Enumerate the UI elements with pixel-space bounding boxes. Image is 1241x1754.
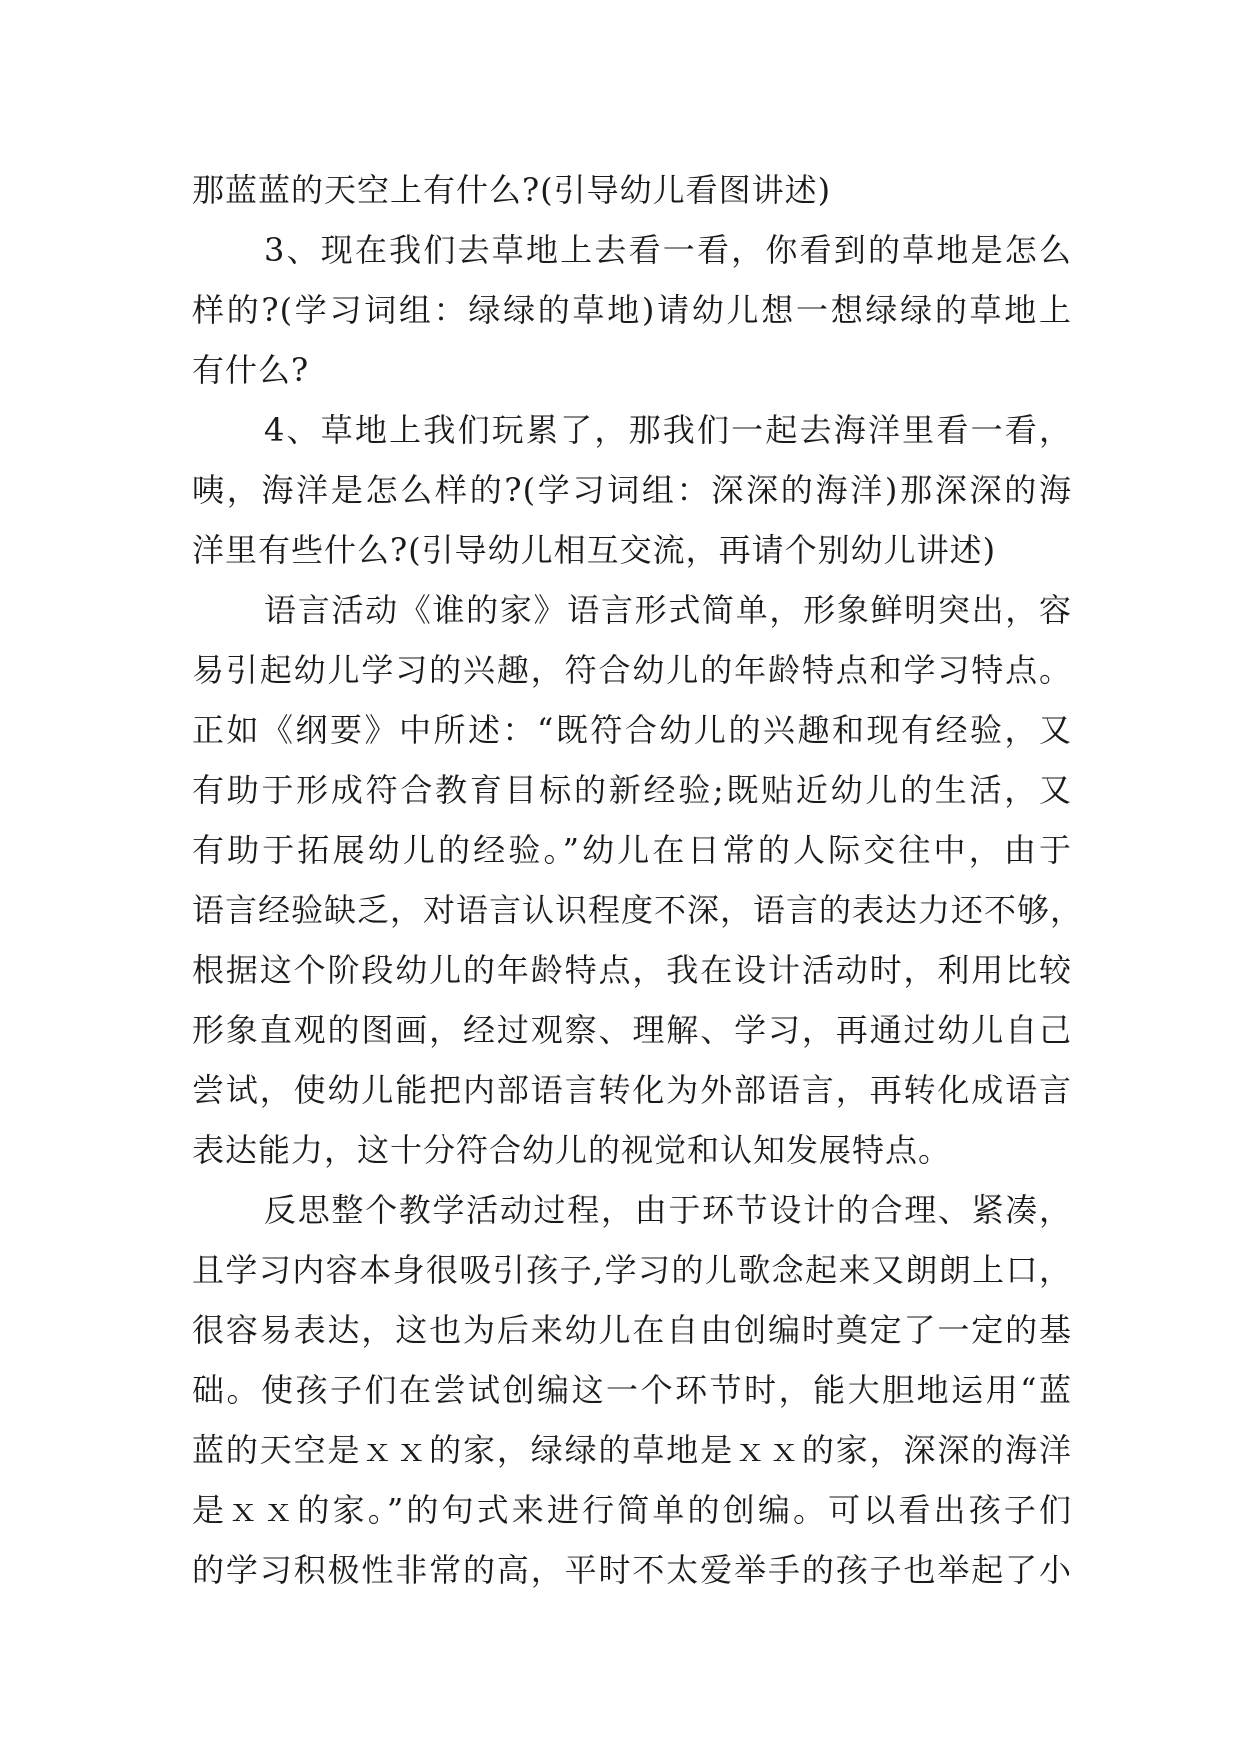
text-line: 那蓝蓝的天空上有什么?(引导幼儿看图讲述)	[192, 171, 832, 209]
text-line: 且学习内容本身很吸引孩子,学习的儿歌念起来又朗朗上口，	[192, 1251, 1072, 1289]
text-line: 正如《纲要》中所述：“既符合幼儿的兴趣和现有经验，又	[192, 711, 1072, 749]
paragraph-start-line: 语言活动《谁的家》语言形式简单，形象鲜明突出，容	[264, 591, 1072, 629]
text-line: 很容易表达，这也为后来幼儿在自由创编时奠定了一定的基	[192, 1311, 1072, 1349]
text-line: 语言经验缺乏，对语言认识程度不深，语言的表达力还不够，	[192, 891, 1084, 929]
text-line: 易引起幼儿学习的兴趣，符合幼儿的年龄特点和学习特点。	[192, 651, 1072, 689]
paragraph-start-line: 4、草地上我们玩累了，那我们一起去海洋里看一看，	[264, 411, 1072, 449]
text-line: 有助于形成符合教育目标的新经验;既贴近幼儿的生活，又	[192, 771, 1072, 809]
text-line: 表达能力，这十分符合幼儿的视觉和认知发展特点。	[192, 1131, 952, 1169]
text-line: 样的?(学习词组：绿绿的草地)请幼儿想一想绿绿的草地上	[192, 291, 1072, 329]
text-line: 蓝的天空是ｘｘ的家，绿绿的草地是ｘｘ的家，深深的海洋	[192, 1431, 1072, 1469]
body-text	[192, 160, 1084, 1600]
paragraph-start-line: 3、现在我们去草地上去看一看，你看到的草地是怎么	[264, 231, 1072, 269]
text-line: 尝试，使幼儿能把内部语言转化为外部语言，再转化成语言	[192, 1071, 1072, 1109]
text-line: 是ｘｘ的家。”的句式来进行简单的创编。可以看出孩子们	[192, 1491, 1072, 1529]
text-line: 础。使孩子们在尝试创编这一个环节时，能大胆地运用“蓝	[192, 1371, 1072, 1409]
text-line: 形象直观的图画，经过观察、理解、学习，再通过幼儿自己	[192, 1011, 1072, 1049]
text-line: 的学习积极性非常的高，平时不太爱举手的孩子也举起了小	[192, 1551, 1072, 1589]
text-line: 洋里有些什么?(引导幼儿相互交流，再请个别幼儿讲述)	[192, 531, 997, 569]
text-line: 咦，海洋是怎么样的?(学习词组：深深的海洋)那深深的海	[192, 471, 1072, 509]
text-line: 根据这个阶段幼儿的年龄特点，我在设计活动时，利用比较	[192, 951, 1072, 989]
text-line: 有助于拓展幼儿的经验。”幼儿在日常的人际交往中，由于	[192, 831, 1072, 869]
text-line: 有什么?	[192, 351, 310, 389]
paragraph-start-line: 反思整个教学活动过程，由于环节设计的合理、紧凑，	[264, 1191, 1072, 1229]
